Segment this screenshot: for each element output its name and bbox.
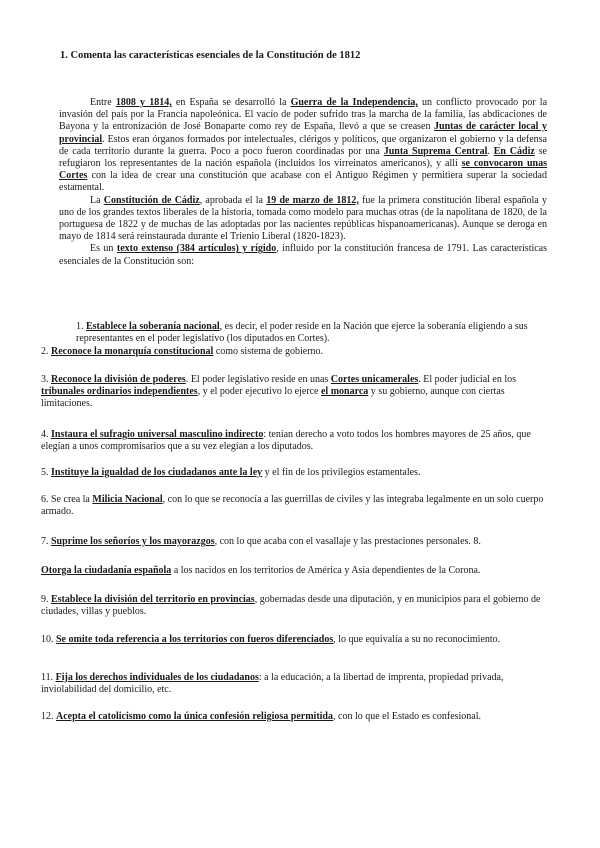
text: y el fin de los privilegios estamentales. <box>262 467 421 478</box>
page-title: 1. Comenta las características esenciales de la Constitución de 1812 <box>60 50 361 61</box>
list-item <box>41 346 549 358</box>
text: , con lo que acaba con el vasallaje y las prestaciones personales. 8. <box>214 536 481 547</box>
highlight: Acepta el catolicismo como la única confesión religiosa permitida <box>56 711 333 722</box>
highlight: se convocaron unas Cortes <box>59 158 547 182</box>
item-number: 6. Se crea la <box>41 494 93 505</box>
text: un conflicto provocado por la invasión del país por la Francia napoleónica. El vacío de poder sufrido tras la marcha de la familia, las abdicaciones de Bayona y la entronización de José Bonaparte como rey de España, llevó a que se creasen <box>59 97 548 133</box>
highlight: 1808 y 1814, <box>115 97 172 108</box>
list-item <box>41 467 549 479</box>
text: . El poder legislativo reside en unas <box>185 374 331 385</box>
intro-paragraph-1 <box>59 97 547 195</box>
highlight: Suprime los señoríos y los mayorazgos <box>51 536 215 547</box>
text: , es decir, el poder reside en la Nación que ejerce la soberanía eligiendo a sus representantes en el poder legislativo (los diputados en Cortes). <box>76 321 528 345</box>
highlight: tribunales ordinarios independientes <box>41 386 198 398</box>
list-item <box>41 429 549 453</box>
list-item <box>41 634 549 646</box>
list-item <box>41 494 549 518</box>
text: Es un <box>90 243 117 255</box>
highlight: Reconoce la división de poderes <box>51 374 186 385</box>
highlight: Fija los derechos individuales de los ciudadanos <box>55 672 259 683</box>
text: , con lo que se reconocía a las guerrillas de civiles y las integraba legalmente en un solo cuerpo armado. <box>41 494 544 518</box>
text: , influido por la constitución francesa de 1791. Las características esenciales de la Constitución son: <box>59 243 548 267</box>
list-item <box>76 321 536 345</box>
text: . <box>487 145 494 157</box>
highlight: Cortes unicamerales <box>330 374 419 385</box>
list-item <box>41 711 549 723</box>
item-number: 2. <box>41 346 51 357</box>
highlight: Constitución de Cádiz <box>103 194 200 206</box>
intro-paragraph-3 <box>59 243 547 267</box>
text: : a la educación, a la libertad de imprenta, propiedad privada, inviolabilidad del domicilio, etc. <box>41 672 504 696</box>
text: . El poder judicial en los <box>418 374 517 385</box>
highlight: En Cádiz <box>493 145 535 157</box>
list-item <box>41 594 549 618</box>
intro-text <box>59 97 547 268</box>
list-item <box>41 374 549 411</box>
text: con la idea de crear una constitución que acabase con el Antiguo Régimen y permitiera superar la sociedad estamental. <box>59 170 547 194</box>
highlight: Guerra de la Independencia, <box>290 97 418 108</box>
item-number: 9. <box>41 594 51 605</box>
highlight: Instaura el sufragio universal masculino indirecto <box>51 429 264 440</box>
intro-paragraph-2 <box>59 195 547 244</box>
list-item <box>41 536 549 548</box>
list-item <box>41 565 549 577</box>
text: se refugiaron los representantes de la nación española (incluidos los virreinatos americanos), y allí <box>59 145 547 170</box>
text: , aprobada el la <box>199 194 267 206</box>
highlight: Establece la soberanía nacional <box>86 321 220 332</box>
highlight: texto extenso (384 artículos) y rígido <box>116 243 277 255</box>
highlight: el monarca <box>320 386 369 398</box>
item-number: 1. <box>76 321 86 332</box>
highlight: Instituye la igualdad de los ciudadanos ante la ley <box>51 467 263 478</box>
text: y su gobierno, aunque con ciertas limitaciones. <box>41 386 505 410</box>
text: La <box>90 194 104 206</box>
item-number: 12. <box>41 711 56 722</box>
highlight: Reconoce la monarquía constitucional <box>51 346 214 357</box>
text: . Estos eran órganos formados por intelectuales, clérigos y políticos, que organizaron el gobierno y la defensa de cada territorio durante la guerra. Poco a poco fueron coordinadas por una <box>59 133 547 157</box>
item-number: 10. <box>41 634 56 645</box>
text: , gobernadas desde una diputación, y en municipios para el gobierno de ciudades, villas y pueblos. <box>41 594 541 618</box>
item-number: 7. <box>41 536 51 547</box>
highlight: Milicia Nacional <box>92 494 163 505</box>
highlight: Juntas de carácter local y provincial <box>59 121 547 145</box>
text: , lo que equivalía a su no reconocimiento. <box>333 634 501 645</box>
highlight: 19 de marzo de 1812, <box>266 194 359 206</box>
item-number: 4. <box>41 429 51 440</box>
highlight: Se omite toda referencia a los territorios con fueros diferenciados <box>56 634 334 645</box>
highlight: Establece la división del territorio en provincias <box>51 594 255 605</box>
text: , con lo que el Estado es confesional. <box>333 711 482 722</box>
list-item <box>41 672 549 696</box>
highlight: Junta Suprema Central <box>383 145 488 157</box>
text: fue la primera constitución liberal española y uno de los grandes textos liberales de la historia, tomada como modelo para muchas otras (de la napolitana de 1820, de la portuguesa de 1822 y de muchas de las adoptadas por las nacientes repúblicas hispanoamericanas). Aunque se deroga en mayo de 1814 será reinstaurada durante el Trienio Liberal (1820-1823). <box>59 194 547 243</box>
text: , y el poder ejecutivo lo ejerce <box>197 386 321 398</box>
item-number: 3. <box>41 374 51 385</box>
highlight: Otorga la ciudadanía española <box>41 565 172 576</box>
item-number: 5. <box>41 467 51 478</box>
text: como sistema de gobierno. <box>213 346 324 357</box>
text: Entre <box>90 97 116 108</box>
text: : tenían derecho a voto todos los hombres mayores de 25 años, que elegían a unos compromisarios que a su vez elegían a los diputados. <box>41 429 531 453</box>
text: en España se desarrolló la <box>171 97 291 108</box>
item-number: 11. <box>41 672 56 683</box>
text: a los nacidos en los territorios de América y Asia dependientes de la Corona. <box>171 565 481 576</box>
